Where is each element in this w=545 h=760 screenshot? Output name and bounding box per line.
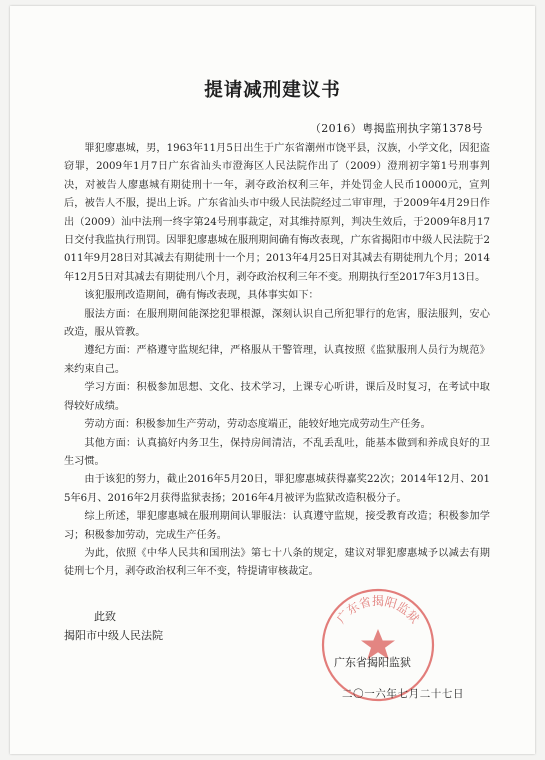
paragraph-summary: 综上所述，罪犯廖惠城在服刑期间认罪服法：认真遵守监规，接受教育改造；积极参加学习；积极参加劳动，完成生产任务。 [64,511,490,541]
document-body [64,140,490,582]
paragraph-proposal: 为此，依照《中华人民共和国刑法》第七十八条的规定，建议对罪犯廖惠城予以减去有期徒刑七个月，剥夺政治权利三年不变，特提请审核裁定。 [64,547,490,578]
paragraph-other: 其他方面：认真搞好内务卫生，保持房间清洁，不乱丢乱吐，能基本做到和养成良好的卫生习惯。 [64,437,490,467]
closing-block [64,607,163,645]
document-number: （2016）粤揭监刑执字第1378号 [309,122,483,135]
seal-lettering: 广东省揭阳监狱 [333,594,423,627]
paragraph-study: 学习方面：积极参加思想、文化、技术学习，上课专心听讲，课后及时复习，在考试中取得较好成绩。 [64,382,490,412]
paragraph-criminal-record: 罪犯廖惠城，男，1963年11月5日出生于广东省潮州市饶平县，汉族，小学文化，因犯盗窃罪，2009年1月7日广东省汕头市澄海区人民法院作出了（2009）澄刑初字第1号刑事判决，对被告人廖惠城有期徒刑十一年，剥夺政治权利三年，并处罚金人民币10000元，宣判后，被告人不服，提出上诉。广东省汕头市中级人民法院经过二审审理，于2009年4月29日作出（2009）汕中法刑一终字第24号刑事裁定，对其维持原判，判决生效后，于2009年8月17日交付我监执行刑罚。因罪犯廖惠城在服刑期间确有悔改表现，广东省揭阳市中级人民法院于2011年9月28日对其减去有期徒刑十一个月；2013年4月25日对其减去有期徒刑九个月；2014年12月5日对其减去有期徒刑八个月，剥夺政治权利三年不变。刑期执行至2017年3月13日。 [64,143,490,283]
signing-organization: 广东省揭阳监狱 [334,656,411,669]
paragraph-labor: 劳动方面：积极参加生产劳动，劳动态度端正，能较好地完成劳动生产任务。 [84,419,431,431]
document-title: 提请减刑建议书 [204,80,341,101]
paragraph-intro-facts: 该犯服刑改造期间，确有悔改表现，具体事实如下： [84,290,319,302]
closing-salutation: 此致 [94,610,116,623]
signing-date: 二〇一六年七月二十七日 [342,688,465,700]
paragraph-discipline: 遵纪方面：严格遵守监规纪律，严格服从干警管理，认真按照《监狱服刑人员行为规范》来约束自己。 [64,345,490,375]
recipient-court: 揭阳市中级人民法院 [64,629,163,642]
paragraph-rewards: 由于该犯的努力，截止2016年5月20日，罪犯廖惠城获得嘉奖22次；2014年12月、2015年6月、2016年2月获得监狱表扬；2016年4月被评为监狱改造积极分子。 [64,474,490,504]
paragraph-law-abiding: 服法方面：在服刑期间能深挖犯罪根源，深刻认识自己所犯罪行的危害，服法服判，安心改造，服从管教。 [64,308,490,339]
